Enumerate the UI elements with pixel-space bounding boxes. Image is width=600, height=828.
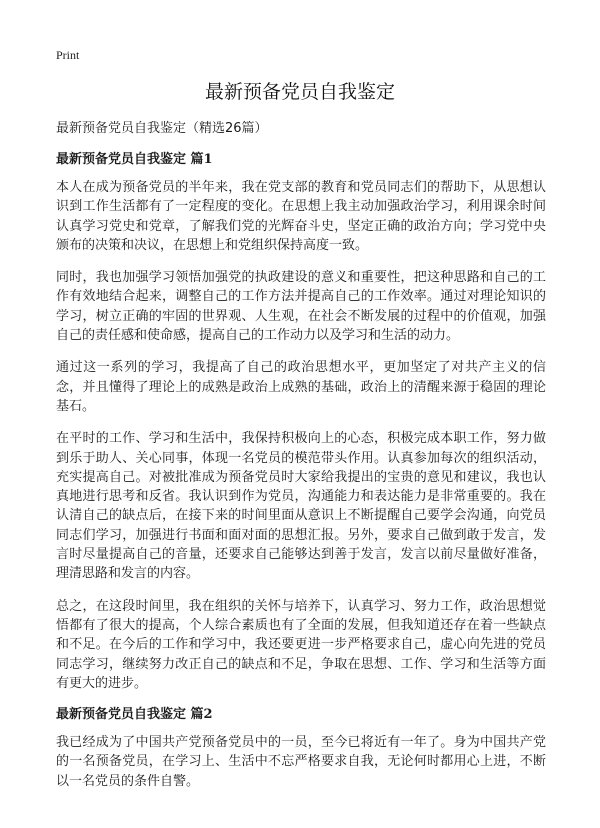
- document-body: [56, 120, 546, 804]
- section-heading: 最新预备党员自我鉴定 篇2: [56, 707, 213, 723]
- document-subtitle: 最新预备党员自我鉴定（精选26篇）: [56, 121, 268, 136]
- paragraph: 在平时的工作、学习和生活中，我保持积极向上的心态，积极完成本职工作，努力做到乐于助人、关心同事，体现一名党员的模范带头作用。认真参加每次的组织活动，充实提高自己。对被批准成为预备党员时大家给我提出的宝贵的意见和建议，我也认真地进行思考和反省。我认识到作为党员，沟通能力和表达能力是非常重要的。我在认清自己的缺点后，在接下来的时间里面从意识上不断提醒自己要学会沟通，向党员同志们学习，加强进行书面和面对面的思想汇报。另外，要求自己做到敢于发言，发言时尽量提高自己的音量，还要求自己能够达到善于发言，发言以前尽量做好准备，理清思路和发言的内容。: [56, 431, 546, 582]
- section-heading: 最新预备党员自我鉴定 篇1: [56, 152, 213, 167]
- paragraph: 总之，在这段时间里，我在组织的关怀与培养下，认真学习、努力工作，政治思想觉悟都有了很大的提高，个人综合素质也有了全面的发展，但我知道还存在着一些缺点和不足。在今后的工作和学习中，我还要更进一步严格要求自己，虚心向先进的党员同志学习，继续努力改正自己的缺点和不足，争取在思想、工作、学习和生活等方面有更大的进步。: [56, 598, 546, 691]
- paragraph: 通过这一系列的学习，我提高了自己的政治思想水平，更加坚定了对共产主义的信念，并且懂得了理论上的成熟是政治上成熟的基础，政治上的清醒来源于稳固的理论基石。: [56, 360, 546, 414]
- paragraph: 我已经成为了中国共产党预备党员中的一员，至今已将近有一年了。身为中国共产党的一名预备党员，在学习上、生活中不忘严格要求自我，无论何时都用心上进，不断以一名党员的条件自警。: [56, 735, 546, 789]
- print-link[interactable]: Print: [56, 48, 80, 62]
- paragraph: 同时，我也加强学习领悟加强党的执政建设的意义和重要性，把这种思路和自己的工作有效地结合起来，调整自己的工作方法并提高自己的工作效率。通过对理论知识的学习，树立正确的牢固的世界观、人生观，在社会不断发展的过程中的价值观，加强自己的责任感和使命感，提高自己的工作动力以及学习和生活的动力。: [56, 270, 546, 344]
- page-title: 最新预备党员自我鉴定: [204, 81, 395, 103]
- section-2: [56, 706, 546, 791]
- section-1: [56, 151, 546, 693]
- paragraph: 本人在成为预备党员的半年来，我在党支部的教育和党员同志们的帮助下，从思想认识到工作生活都有了一定程度的变化。在思想上我主动加强政治学习，利用课余时间认真学习党史和党章，了解我们党的光辉奋斗史，坚定正确的政治方向；学习党中央颁布的决策和决议，在思想上和党组织保持高度一致。: [56, 180, 546, 253]
